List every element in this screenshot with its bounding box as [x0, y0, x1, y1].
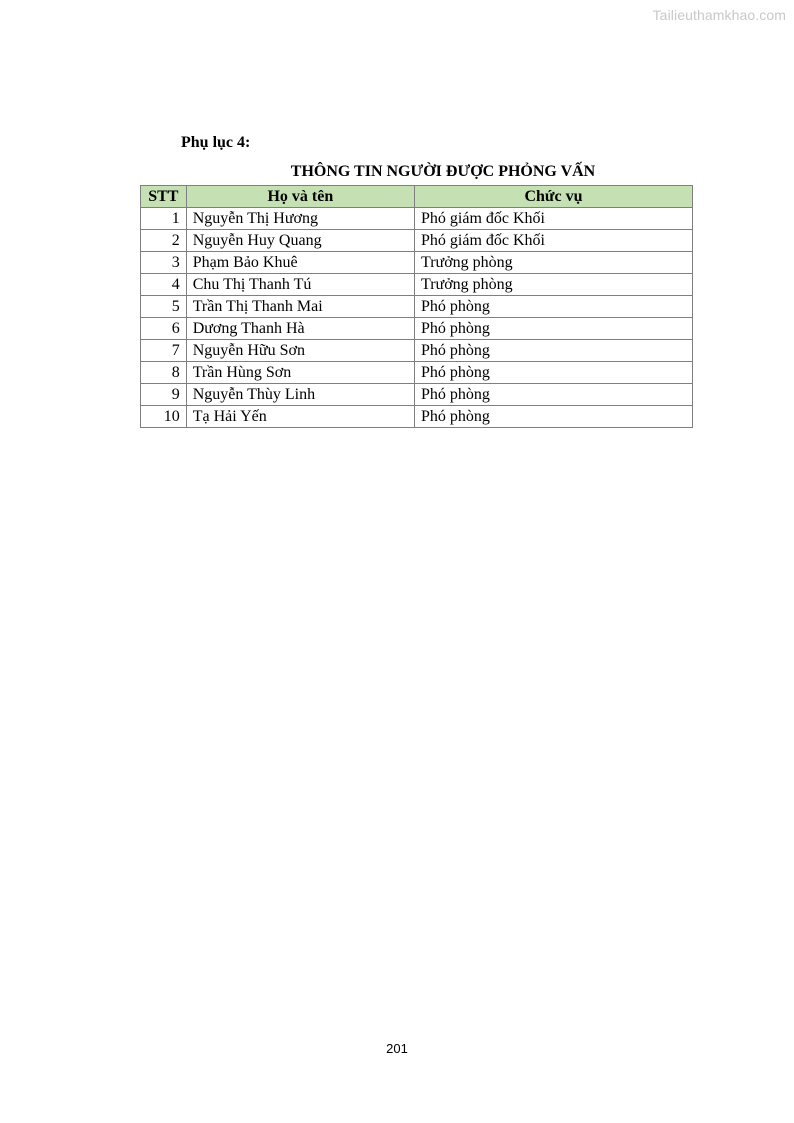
table-row [141, 362, 693, 384]
row-role: Phó phòng [415, 362, 693, 384]
row-name: Nguyễn Thị Hương [186, 208, 414, 230]
row-name: Nguyễn Thùy Linh [186, 384, 414, 406]
row-role: Phó phòng [415, 384, 693, 406]
table-row [141, 296, 693, 318]
row-stt: 4 [141, 274, 187, 296]
row-role: Trưởng phòng [415, 252, 693, 274]
row-stt: 2 [141, 230, 187, 252]
appendix-label: Phụ lục 4: [181, 134, 251, 151]
row-role: Phó phòng [415, 318, 693, 340]
interviewee-table [140, 185, 693, 428]
page-number: 201 [386, 1041, 408, 1056]
table-row [141, 252, 693, 274]
table-header-row [141, 186, 693, 208]
table-row [141, 340, 693, 362]
table-row [141, 406, 693, 428]
table-row [141, 318, 693, 340]
header-name: Họ và tên [186, 186, 414, 208]
table-row [141, 230, 693, 252]
row-stt: 1 [141, 208, 187, 230]
row-role: Phó phòng [415, 340, 693, 362]
row-stt: 7 [141, 340, 187, 362]
row-stt: 9 [141, 384, 187, 406]
row-name: Tạ Hải Yến [186, 406, 414, 428]
row-name: Nguyễn Hữu Sơn [186, 340, 414, 362]
watermark: Tailieuthamkhao.com [652, 7, 786, 23]
header-role: Chức vụ [415, 186, 693, 208]
table-row [141, 208, 693, 230]
row-role: Phó phòng [415, 406, 693, 428]
row-name: Trần Thị Thanh Mai [186, 296, 414, 318]
table-row [141, 274, 693, 296]
header-stt: STT [141, 186, 187, 208]
row-stt: 3 [141, 252, 187, 274]
row-stt: 6 [141, 318, 187, 340]
row-stt: 8 [141, 362, 187, 384]
row-stt: 5 [141, 296, 187, 318]
row-stt: 10 [141, 406, 187, 428]
table-title: THÔNG TIN NGƯỜI ĐƯỢC PHỎNG VẤN [290, 163, 596, 180]
row-role: Phó phòng [415, 296, 693, 318]
row-role: Phó giám đốc Khối [415, 230, 693, 252]
table-row [141, 384, 693, 406]
row-name: Phạm Bảo Khuê [186, 252, 414, 274]
row-role: Trưởng phòng [415, 274, 693, 296]
row-name: Nguyễn Huy Quang [186, 230, 414, 252]
row-name: Dương Thanh Hà [186, 318, 414, 340]
row-role: Phó giám đốc Khối [415, 208, 693, 230]
row-name: Chu Thị Thanh Tú [186, 274, 414, 296]
row-name: Trần Hùng Sơn [186, 362, 414, 384]
